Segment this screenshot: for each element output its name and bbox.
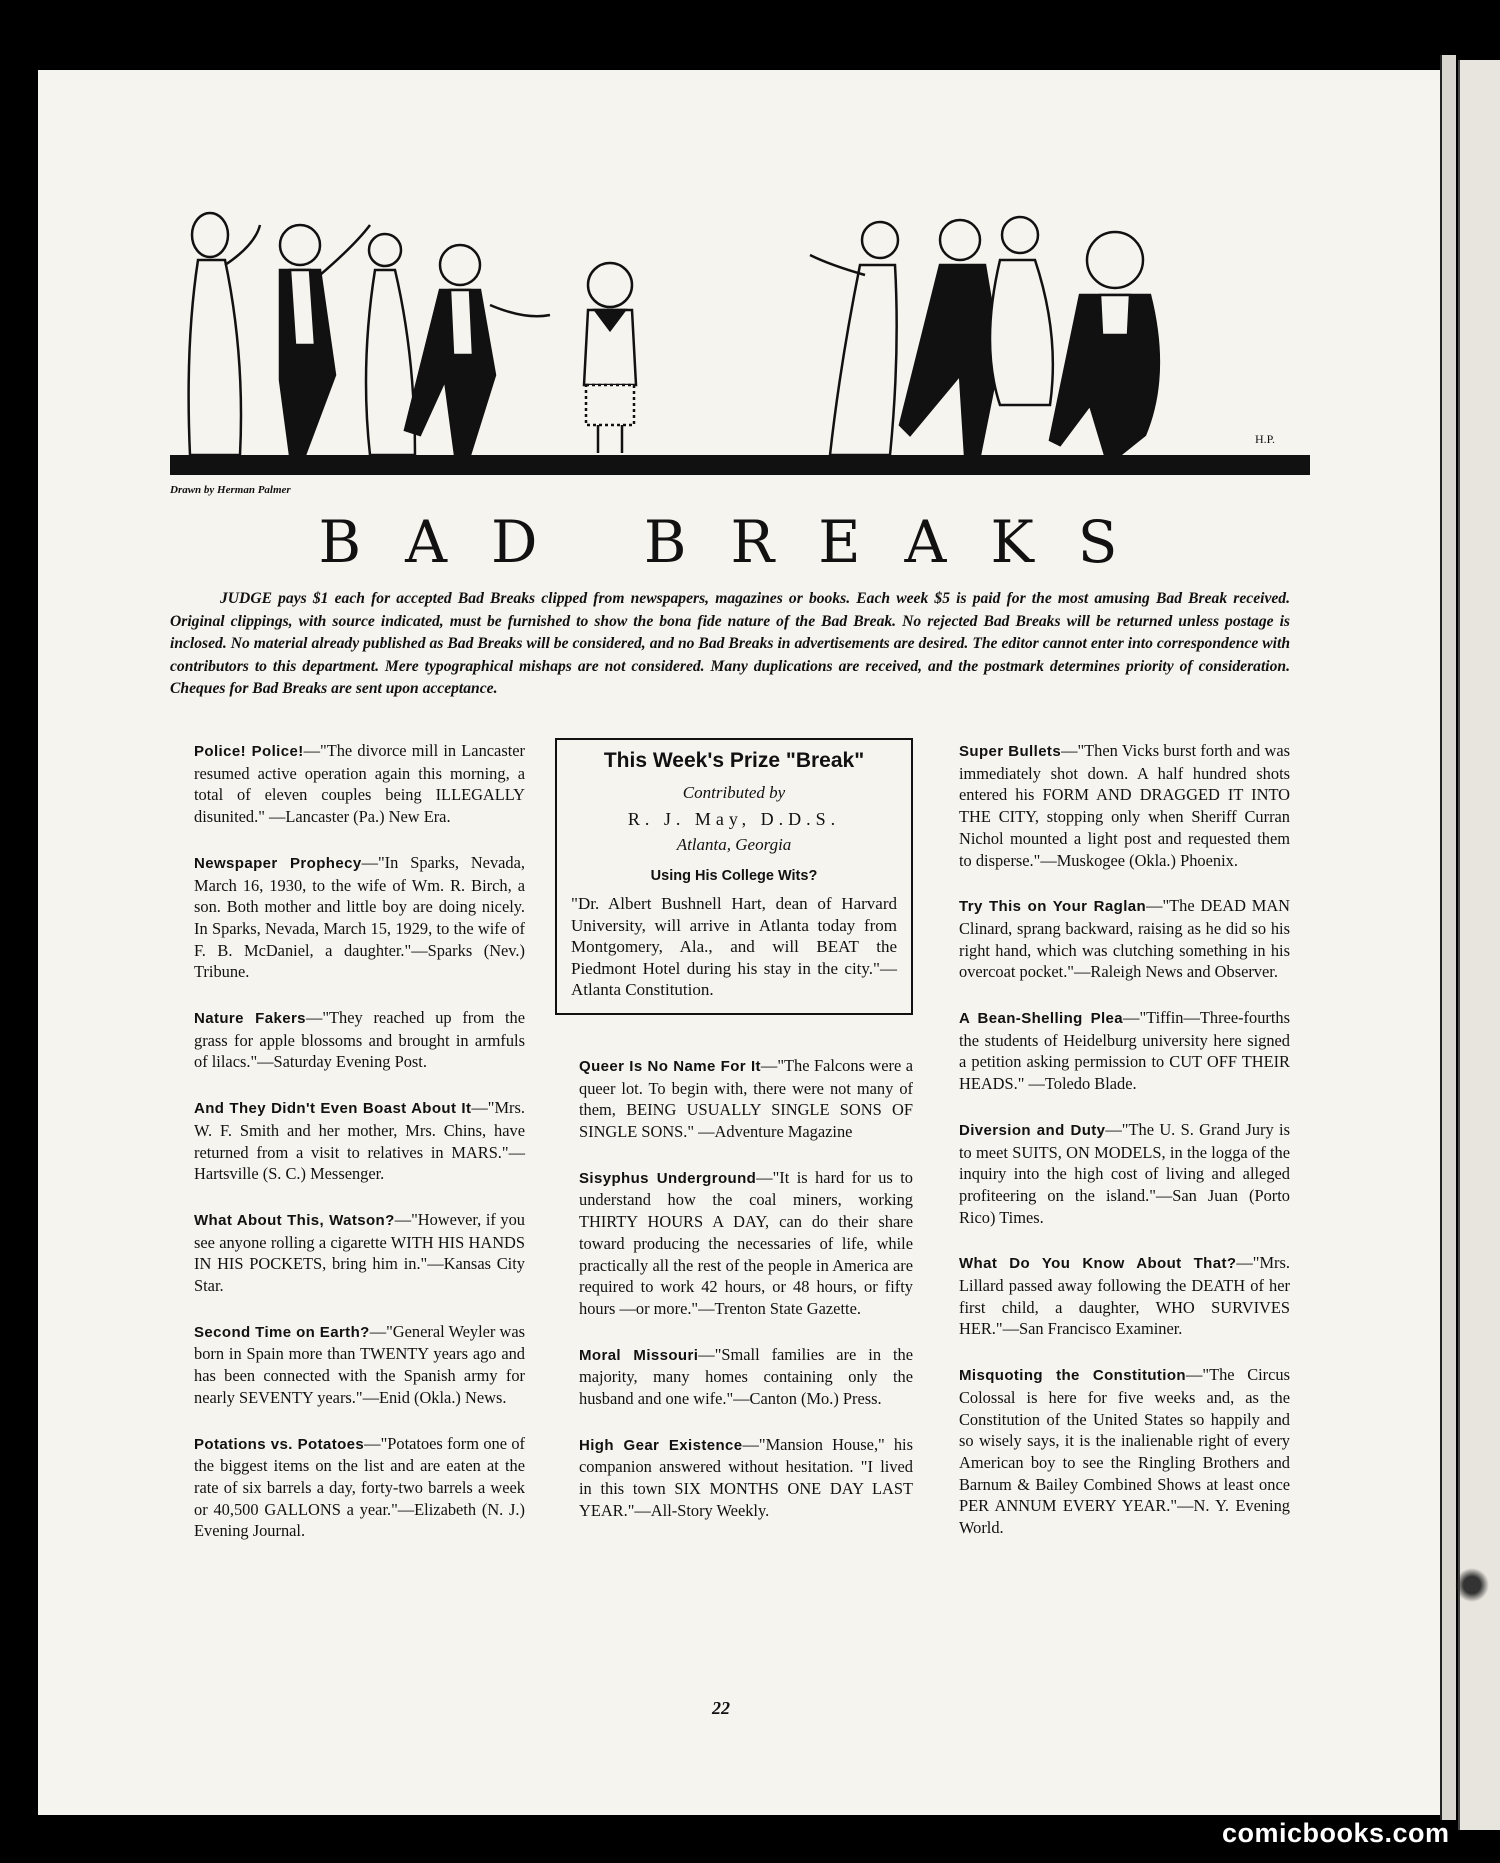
item-text: —"The U. S. Grand Jury is to meet SUITS, ON MODELS, in the logga of the inquiry into the high cost of living and alleged profiteering on the island."—San Juan (Porto Rico) Times. (959, 1119, 1290, 1227)
item-text: —"Then Vicks burst forth and was immediately shot down. A half hundred shots entered his FORM AND DRAGGED IT INTO THE CITY, stopping only when Sheriff Curran Nichol mounted a light post and requested them to disperse."—Muskogee (Okla.) Phoenix. (959, 741, 1290, 870)
cartoon-drawing (170, 205, 1310, 480)
page-edge (1440, 55, 1456, 1820)
list-item (170, 1433, 525, 1543)
binder-mark (1452, 1565, 1492, 1605)
item-text: —"The Circus Colossal is here for five weeks and, as the Constitution of the United States so happily and so wisely says, it is the inalienable right of every American boy to see the Ringling Brothers and Barnum & Bailey Combined Shows at least once PER ANNUM EVERY YEAR."—N. Y. Evening World. (959, 1365, 1290, 1538)
prize-heading: Using His College Wits? (650, 867, 818, 884)
right-dancers (810, 217, 1275, 455)
signature-text: H.P. (1255, 432, 1276, 446)
item-text: —"Tiffin—Three-fourths the students of Heidelburg university here signed a petition asking permission to CUT OFF THEIR HEADS." —Toledo Blade. (959, 1008, 1290, 1094)
cartoon-illustration (170, 205, 1310, 480)
item-text: —"Mrs. W. F. Smith and her mother, Mrs. Chins, have returned from a visit to relatives in MARS."—Hartsville (S. C.) Messenger. (194, 1098, 525, 1184)
contest-rules: JUDGE pays $1 each for accepted Bad Breaks clipped from newspapers, magazines or books. Each week $5 is paid for the most amusing Bad Break received. Original clippings, with source indicated, must be furnished to show the bona fide nature of the Bad Break. No rejected Bad Breaks will be returned unless postage is inclosed. No material already published as Bad Breaks will be considered, and no Bad Breaks in advertisements are desired. The editor cannot enter into correspondence with contributors to this department. Mere typographical mishaps are not considered. Many duplications are received, and the postmark determines priority of consideration. Cheques for Bad Breaks are sent upon acceptance. (170, 590, 1290, 697)
list-item (170, 852, 525, 983)
item-heading: Newspaper Prophecy (194, 854, 362, 872)
list-item (170, 740, 525, 828)
list-item (555, 1344, 913, 1410)
item-heading: Second Time on Earth? (194, 1323, 370, 1341)
item-heading: Sisyphus Underground (579, 1169, 757, 1187)
item-text: —"Potatoes form one of the biggest items on the list and are eaten at the rate of six barrels a day, forty-two barrels a week or 40,500 GALLONS a year."—Elizabeth (N. J.) Evening Journal. (194, 1433, 525, 1541)
item-text: —"General Weyler was born in Spain more than TWENTY years ago and has been connected with the Spanish army for nearly SEVENTY years."—Enid (Okla.) News. (194, 1321, 525, 1407)
list-item (935, 1119, 1290, 1229)
list-item (935, 895, 1290, 983)
item-text: —"Small families are in the majority, many homes containing only the husband and one wife."—Canton (Mo.) Press. (579, 1344, 913, 1409)
prize-text: "Dr. Albert Bushnell Hart, dean of Harvard University, will arrive in Atlanta today from Montgomery, Ala., and will BEAT the Piedmont Hotel during his stay in the city."—Atlanta Constitution. (571, 894, 897, 1000)
center-child (584, 263, 636, 453)
item-text: —"It is hard for us to understand how the coal miners, working THIRTY HOURS A DAY, can do their share toward producing the necessaries of life, while practically all the rest of the people in America are required to work 42 hours, or 48 hours, or fifty hours —or more."—Trenton State Gazette. (579, 1167, 914, 1318)
item-text: —"In Sparks, Nevada, March 16, 1930, to the wife of Wm. R. Birch, a son. Both mother and little boy are doing nicely. In Sparks, Nevada, March 15, 1929, to the wife of F. B. McDaniel, a daughter."—Sparks (Nev.) Tribune. (194, 852, 525, 982)
item-heading: Misquoting the Constitution (959, 1367, 1186, 1385)
column-middle (555, 740, 913, 1546)
item-heading: Police! Police! (194, 743, 304, 760)
item-text: —"Mrs. Lillard passed away following the DEATH of her first child, a daughter, WHO SURVIVES HER."—San Francisco Examiner. (959, 1253, 1290, 1339)
list-item (170, 1097, 525, 1185)
list-item (170, 1209, 525, 1297)
item-heading: What Do You Know About That? (959, 1255, 1237, 1273)
list-item (170, 1321, 525, 1409)
illustration-credit: Drawn by Herman Palmer (170, 484, 291, 496)
item-text: —"Mansion House," his companion answered without hesitation. "I lived in this town SIX MONTHS ONE DAY LAST YEAR."—All-Story Weekly. (579, 1434, 913, 1520)
list-item (935, 740, 1290, 871)
column-right (935, 740, 1290, 1563)
site-watermark: comicbooks.com (1222, 1818, 1450, 1848)
list-item (935, 1252, 1290, 1340)
prize-winner-place: Atlanta, Georgia (676, 834, 792, 854)
prize-box (555, 738, 913, 1015)
left-dancers (189, 213, 550, 455)
item-heading: A Bean-Shelling Plea (959, 1010, 1124, 1028)
prize-contributed: Contributed by (682, 782, 786, 802)
item-text: —"However, if you see anyone rolling a cigarette WITH HIS HANDS IN HIS POCKETS, bring him in."—Kansas City Star. (194, 1209, 526, 1296)
list-item (555, 1055, 913, 1143)
item-text: —"The Falcons were a queer lot. To begin with, there were not many of them, BEING USUALLY SINGLE SONS OF SINGLE SONS." —Adventure Magazine (579, 1055, 913, 1142)
item-heading: Potations vs. Potatoes (194, 1435, 365, 1453)
item-heading: What About This, Watson? (194, 1211, 395, 1229)
item-text: —"The divorce mill in Lancaster resumed active operation again this morning, a total of eleven couples being ILLEGALLY disunited." —Lancaster (Pa.) New Era. (194, 741, 525, 827)
page-number: 22 (712, 1698, 730, 1718)
prize-title: This Week's Prize "Break" (603, 749, 865, 772)
ground-bar (170, 455, 1310, 475)
list-item (935, 1007, 1290, 1095)
item-heading: And They Didn't Even Boast About It (194, 1100, 472, 1118)
list-item (555, 1434, 913, 1522)
prize-winner-name: R. J. May, D.D.S. (627, 808, 841, 829)
list-item (170, 1007, 525, 1073)
item-heading: Super Bullets (959, 743, 1062, 760)
page-title: BAD BREAKS (318, 508, 1162, 576)
item-text: —"They reached up from the grass for apple blossoms and brought in armfuls of lilacs."—Saturday Evening Post. (194, 1008, 526, 1072)
item-heading: Try This on Your Raglan (959, 898, 1147, 916)
item-heading: Nature Fakers (194, 1010, 306, 1028)
list-item (555, 1167, 913, 1320)
item-heading: Diversion and Duty (959, 1121, 1106, 1139)
item-heading: High Gear Existence (579, 1436, 743, 1454)
list-item (935, 1364, 1290, 1539)
item-text: —"The DEAD MAN Clinard, sprang backward, raising as he did so his right hand, which was clutching something in his overcoat pocket."—Raleigh News and Observer. (959, 896, 1290, 982)
item-heading: Moral Missouri (579, 1346, 699, 1364)
item-heading: Queer Is No Name For It (579, 1057, 761, 1075)
column-left (170, 740, 525, 1566)
